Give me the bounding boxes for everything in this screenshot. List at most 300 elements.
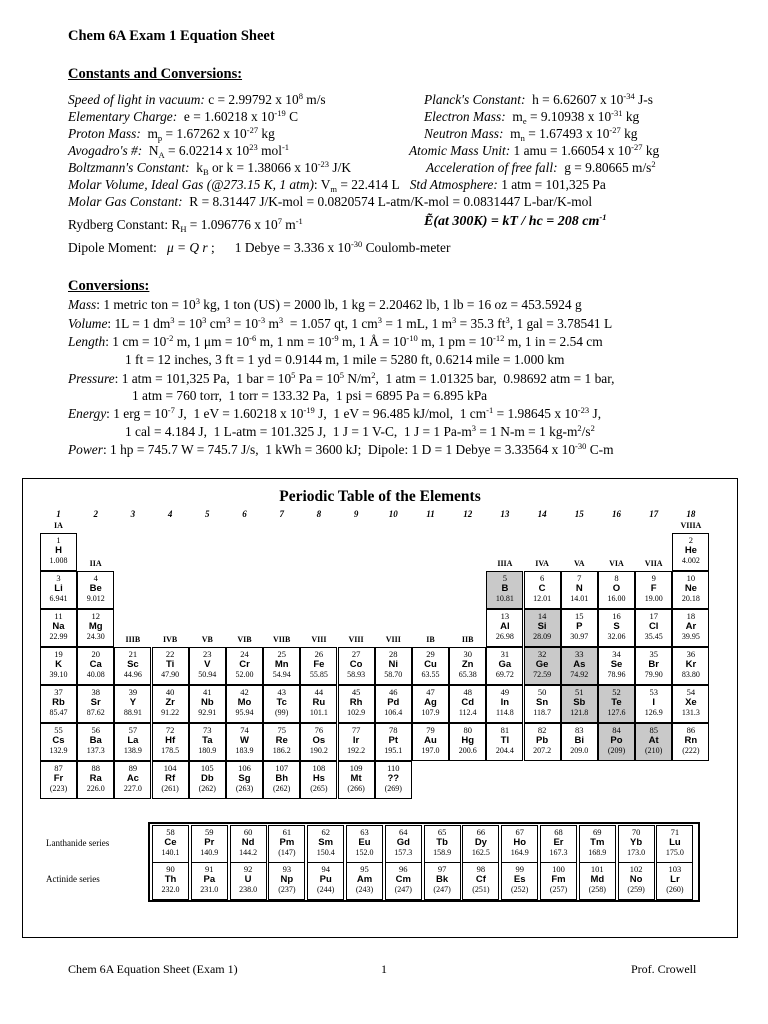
element-cell	[114, 723, 151, 761]
pressure-conversion: Pressure: 1 atm = 101,325 Pa, 1 bar = $10^5$ $Pa = 10^5$ $N/m^2$, 1 atm = 1.01325 bar, 0.98692 atm = 1 bar,	[68, 370, 615, 386]
element-cell	[561, 571, 598, 609]
atomic-number: 32	[537, 649, 547, 659]
atomic-mass: 162.5	[471, 848, 490, 857]
element-cell	[338, 647, 375, 685]
atomic-mass: 58.70	[384, 670, 403, 679]
atomic-number: 85	[649, 725, 658, 735]
atomic-mass: (259)	[627, 885, 645, 894]
element-symbol: Cd	[461, 697, 475, 708]
atomic-number: 41	[203, 687, 212, 697]
atomic-mass: 83.80	[681, 670, 700, 679]
atomic-number: 110	[387, 763, 400, 773]
element-cell	[191, 825, 228, 863]
element-symbol: Re	[275, 735, 288, 746]
atomic-mass: 88.91	[123, 708, 142, 717]
atomic-mass: 44.96	[123, 670, 142, 679]
element-cell	[561, 685, 598, 723]
atomic-number: 39	[128, 687, 138, 697]
element-cell	[40, 761, 77, 799]
atomic-mass: 226.0	[86, 784, 105, 793]
atomic-number: 70	[631, 827, 641, 837]
atomic-mass: 65.38	[458, 670, 477, 679]
element-symbol: Tl	[500, 735, 510, 746]
element-symbol: Cl	[648, 621, 659, 632]
group-number: 16	[612, 509, 621, 519]
element-cell	[672, 685, 709, 723]
element-symbol: Cu	[424, 659, 437, 670]
atomic-mass: (251)	[472, 885, 490, 894]
atomic-number: 11	[54, 611, 63, 621]
element-cell	[263, 647, 300, 685]
atomic-mass: 91.22	[161, 708, 180, 717]
atomic-number: 102	[629, 864, 643, 874]
element-symbol: Mo	[237, 697, 252, 708]
element-cell	[191, 862, 228, 900]
atomic-number: 20	[91, 649, 100, 659]
element-symbol: Pr	[204, 837, 215, 848]
length-conversion: Length: 1 cm = $10^{-2}$ m, 1 $\mu m = 10^{-6}$ m, 1 nm = $10^{-9}$ m, 1 Å = $10^{-10}$ m, 1 pm = $10^{-12}$ m, 1 in = 2.54 cm	[68, 333, 603, 349]
atomic-number: 87	[54, 763, 63, 773]
atomic-mass: (258)	[588, 885, 606, 894]
element-cell	[114, 685, 151, 723]
atomic-number: 35	[649, 649, 658, 659]
element-symbol: Rb	[52, 697, 65, 708]
element-symbol: Pb	[536, 735, 549, 746]
atomic-mass: 190.2	[309, 746, 328, 755]
atomic-mass: 12.01	[533, 594, 552, 603]
element-symbol: U	[244, 874, 252, 885]
element-cell	[672, 609, 709, 647]
element-symbol: Fm	[551, 874, 566, 885]
atomic-number: 101	[590, 864, 604, 874]
atomic-number: 92	[243, 864, 253, 874]
element-cell	[486, 571, 523, 609]
group-number: 1	[56, 509, 61, 519]
group-number: 5	[205, 509, 210, 519]
atomic-number: 96	[399, 864, 408, 874]
atomic-number: 76	[314, 725, 324, 735]
element-cell	[524, 571, 561, 609]
atomic-mass: 58.93	[347, 670, 366, 679]
atomic-number: 84	[612, 725, 621, 735]
element-symbol: Md	[590, 874, 605, 885]
element-cell	[540, 825, 577, 863]
element-symbol: Ar	[685, 621, 697, 632]
element-cell	[412, 723, 449, 761]
atomic-mass: 35.45	[644, 632, 663, 641]
group-number: 7	[279, 509, 284, 519]
atomic-mass: 24.30	[86, 632, 105, 641]
atomic-mass: 131.3	[681, 708, 700, 717]
element-cell	[579, 825, 616, 863]
group-number: 17	[649, 509, 659, 519]
atomic-number: 30	[463, 649, 472, 659]
atomic-mass: 164.9	[510, 848, 529, 857]
atomic-mass: 55.85	[309, 670, 328, 679]
element-symbol: W	[240, 735, 249, 746]
element-cell	[656, 825, 693, 863]
atomic-mass: 1.008	[49, 556, 68, 565]
atomic-mass: 178.5	[161, 746, 180, 755]
element-cell	[189, 685, 226, 723]
element-cell	[40, 685, 77, 723]
atomic-mass: 107.9	[421, 708, 440, 717]
atomic-number: 8	[614, 573, 619, 583]
element-cell	[524, 685, 561, 723]
element-cell	[77, 685, 114, 723]
element-cell	[635, 571, 672, 609]
energy-conversion-2: 1 cal = 4.184 J, 1 L-atm = 101.325 J, 1 J = 1 V-C, 1 J = 1 $Pa-m^3 = 1$ N-m = 1 $kg-m^2/s^2$	[125, 423, 595, 439]
element-cell	[338, 723, 375, 761]
atomic-number: 79	[426, 725, 435, 735]
neutron-mass-line: Neutron Mass: $m_n = 1.67493$ x $10^{-27}$ kg	[424, 125, 638, 143]
atomic-mass: 126.9	[644, 708, 663, 717]
element-symbol: Po	[610, 735, 623, 746]
element-symbol: Al	[500, 621, 510, 632]
element-cell	[40, 533, 77, 571]
element-symbol: Ra	[89, 773, 102, 784]
atomic-number: 105	[200, 763, 214, 773]
element-symbol: Db	[200, 773, 214, 784]
element-symbol: K	[55, 659, 62, 670]
atomic-number: 99	[515, 864, 524, 874]
atomic-number: 109	[349, 763, 363, 773]
atomic-number: 49	[500, 687, 510, 697]
atomic-number: 34	[612, 649, 621, 659]
element-symbol: Ir	[352, 735, 360, 746]
atomic-mass: 197.0	[421, 746, 440, 755]
atomic-number: 67	[515, 827, 524, 837]
atomic-mass: (223)	[49, 784, 68, 793]
atomic-mass: (147)	[278, 848, 296, 857]
atomic-number: 14	[537, 611, 547, 621]
atomic-number: 97	[437, 864, 447, 874]
pressure-conversion-2: 1 atm = 760 torr, 1 torr = 133.32 Pa, 1 psi = 6895 Pa = 6.895 kPa	[132, 388, 488, 403]
electron-mass-line: Electron Mass: $m_e = 9.10938$ x $10^{-31}$ kg	[424, 108, 640, 126]
atomic-mass: 140.1	[161, 848, 180, 857]
group-roman-label: VIIB	[273, 635, 291, 644]
element-cell	[618, 862, 655, 900]
atomic-mass: (243)	[355, 885, 374, 894]
atomic-mass: 158.9	[433, 848, 452, 857]
element-symbol: Sg	[238, 773, 251, 784]
group-roman-label: IVA	[535, 559, 549, 568]
atomic-mass: 140.9	[200, 848, 219, 857]
atomic-number: 36	[686, 649, 696, 659]
element-symbol: At	[648, 735, 659, 746]
atomic-mass: 39.95	[681, 632, 700, 641]
element-symbol: B	[501, 583, 509, 594]
element-symbol: Zr	[165, 697, 175, 708]
element-cell	[672, 647, 709, 685]
element-symbol: Sn	[536, 697, 549, 708]
element-symbol: Dy	[474, 837, 487, 848]
element-symbol: Mt	[350, 773, 362, 784]
actinide-label: Actinide series	[46, 874, 100, 884]
element-symbol: Pm	[279, 837, 295, 848]
atomic-mass: 39.10	[49, 670, 68, 679]
element-cell	[268, 825, 305, 863]
element-symbol: No	[629, 874, 643, 885]
atomic-mass: 47.90	[161, 670, 180, 679]
element-cell	[152, 825, 189, 863]
atomic-number: 38	[91, 687, 100, 697]
element-cell	[338, 761, 375, 799]
element-cell	[486, 685, 523, 723]
group-number: 11	[426, 509, 435, 519]
atomic-number: 98	[476, 864, 486, 874]
atomic-number: 46	[389, 687, 398, 697]
element-symbol: Am	[356, 874, 373, 885]
atomic-mass: (247)	[433, 885, 451, 894]
atomic-number: 57	[128, 725, 138, 735]
element-symbol: Kr	[685, 659, 697, 670]
atomic-mass: 168.9	[588, 848, 607, 857]
element-cell	[300, 723, 337, 761]
element-cell	[263, 685, 300, 723]
element-symbol: Si	[537, 621, 547, 632]
atomic-mass: 52.00	[235, 670, 254, 679]
element-cell	[307, 862, 344, 900]
proton-mass-line: Proton Mass: $m_p = 1.67262$ x $10^{-27}$ kg	[68, 125, 275, 143]
element-symbol: Nd	[241, 837, 255, 848]
element-cell	[300, 761, 337, 799]
element-cell	[152, 723, 189, 761]
molar-gas-constant-line: Molar Gas Constant: R = 8.31447 J/K-mol = 0.0820574 L-atm/K-mol = 0.0831447 L-bar/K-mol	[68, 194, 593, 209]
atomic-number: 7	[577, 573, 582, 583]
element-symbol: Sr	[90, 697, 101, 708]
atomic-mass: (237)	[278, 885, 296, 894]
page-title: Chem 6A Exam 1 Equation Sheet	[68, 28, 275, 44]
atomic-number: 43	[277, 687, 286, 697]
element-symbol: Hs	[312, 773, 325, 784]
atomic-mass: 186.2	[272, 746, 291, 755]
element-cell	[77, 723, 114, 761]
element-symbol: Ti	[165, 659, 175, 670]
element-symbol: Pa	[203, 874, 216, 885]
thermal-energy-line: Ẽ(at 300K) = kT / hc = 208 $cm^{-1}$	[424, 212, 607, 229]
atomic-mass: 4.002	[681, 556, 700, 565]
free-fall-line: Acceleration of free fall: g = 9.80665 $m/s^2$	[426, 159, 656, 175]
element-symbol: Hg	[461, 735, 475, 746]
atomic-mass: 14.01	[570, 594, 589, 603]
element-cell	[263, 723, 300, 761]
element-symbol: S	[613, 621, 620, 632]
element-cell	[672, 723, 709, 761]
element-cell	[114, 647, 151, 685]
element-cell	[346, 862, 383, 900]
atomic-mass: 74.92	[570, 670, 589, 679]
element-cell	[635, 647, 672, 685]
element-symbol: Y	[129, 697, 137, 708]
element-symbol: Cf	[475, 874, 486, 885]
atomic-mass: (261)	[161, 784, 179, 793]
element-symbol: Ne	[684, 583, 697, 594]
element-cell	[230, 862, 267, 900]
element-symbol: Ca	[89, 659, 102, 670]
atomic-mass: (247)	[394, 885, 412, 894]
atomic-number: 47	[426, 687, 435, 697]
element-symbol: He	[684, 545, 697, 556]
atomic-mass: 19.00	[644, 594, 663, 603]
element-symbol: Ag	[424, 697, 437, 708]
group-roman-label: VA	[574, 559, 585, 568]
element-cell	[486, 647, 523, 685]
group-number: 10	[388, 509, 398, 519]
atomic-number: 27	[351, 649, 361, 659]
element-symbol: N	[575, 583, 583, 594]
atomic-mass: 10.81	[495, 594, 514, 603]
element-cell	[449, 685, 486, 723]
element-symbol: Se	[610, 659, 623, 670]
atomic-mass: 101.1	[309, 708, 328, 717]
element-cell	[598, 571, 635, 609]
element-cell	[226, 723, 263, 761]
atomic-mass: 227.0	[123, 784, 142, 793]
atomic-number: 10	[686, 573, 696, 583]
group-number: 3	[130, 509, 136, 519]
group-number: 6	[242, 509, 247, 519]
element-symbol: Cr	[239, 659, 250, 670]
element-cell	[449, 723, 486, 761]
element-cell	[300, 647, 337, 685]
atomic-number: 23	[203, 649, 212, 659]
element-cell	[152, 761, 189, 799]
atomic-number: 17	[649, 611, 658, 621]
element-symbol: Ta	[202, 735, 213, 746]
atomic-number: 4	[93, 573, 98, 583]
atomic-number: 83	[575, 725, 584, 735]
element-cell	[375, 685, 412, 723]
atomic-mass: 102.9	[347, 708, 366, 717]
element-symbol: ??	[387, 773, 400, 784]
energy-conversion: Energy: 1 erg = $10^{-7}$ J, 1 eV = 1.60218 x $10^{-19}$ J, 1 eV = 96.485 kJ/mol, 1 $cm^{-1} = 1.98645$ x $10^{-23}$ J,	[68, 405, 602, 421]
element-cell	[263, 761, 300, 799]
element-symbol: Bi	[574, 735, 585, 746]
atomic-number: 48	[463, 687, 472, 697]
atomic-number: 37	[54, 687, 63, 697]
atomic-number: 31	[500, 649, 510, 659]
atomic-number: 61	[282, 827, 292, 837]
atomic-number: 1	[56, 535, 61, 545]
element-symbol: Ge	[535, 659, 549, 670]
atomic-mass: 40.08	[86, 670, 105, 679]
atomic-number: 3	[56, 573, 61, 583]
element-cell	[230, 825, 267, 863]
group-roman-label: IA	[54, 521, 63, 530]
atomic-mass: 180.9	[198, 746, 217, 755]
element-symbol: Te	[611, 697, 622, 708]
element-symbol: Pt	[388, 735, 399, 746]
element-cell	[561, 723, 598, 761]
element-cell	[338, 685, 375, 723]
atomic-number: 106	[238, 763, 251, 773]
atomic-mass: 204.4	[495, 746, 514, 755]
atomic-number: 72	[165, 725, 175, 735]
atomic-number: 12	[91, 611, 100, 621]
element-cell	[375, 761, 412, 799]
element-cell	[486, 723, 523, 761]
rydberg-line: Rydberg Constant: $R_H = 1.096776$ x $10^7$ $m^{-1}$	[68, 216, 303, 234]
element-symbol: Fe	[313, 659, 325, 670]
atomic-number: 9	[651, 573, 656, 583]
element-symbol: Ce	[164, 837, 177, 848]
atomic-number: 19	[54, 649, 63, 659]
element-symbol: Sc	[127, 659, 139, 670]
conversions-heading: Conversions:	[68, 278, 150, 294]
element-cell	[189, 761, 226, 799]
element-symbol: Lu	[669, 837, 681, 848]
atomic-number: 15	[575, 611, 584, 621]
molar-volume-line: Molar Volume, Ideal Gas (@273.15 K, 1 atm): $V_m = 22.414$ L Std Atmosphere: 1 atm = 101,325 Pa	[68, 177, 606, 194]
atomic-mass: 192.2	[347, 746, 366, 755]
atomic-number: 93	[282, 864, 292, 874]
atomic-mass: 16.00	[607, 594, 626, 603]
element-cell	[524, 647, 561, 685]
group-roman-label: IIA	[89, 559, 102, 568]
plancks-constant-line: Planck's Constant: h = 6.62607 x $10^{-34}$ J-s	[424, 91, 653, 107]
group-roman-label: IIIA	[497, 559, 513, 568]
footer-instructor: Prof. Crowell	[631, 962, 697, 976]
atomic-mass: 69.72	[495, 670, 514, 679]
element-cell	[672, 533, 709, 571]
atomic-number: 52	[612, 687, 621, 697]
group-roman-label: VIA	[609, 559, 624, 568]
group-number: 18	[686, 509, 696, 519]
atomic-number: 16	[612, 611, 621, 621]
atomic-mass: 209.0	[570, 746, 589, 755]
atomic-mass: 138.9	[123, 746, 142, 755]
element-symbol: Pd	[387, 697, 400, 708]
element-symbol: H	[55, 545, 62, 556]
atomic-number: 82	[537, 725, 547, 735]
element-cell	[672, 571, 709, 609]
element-cell	[152, 685, 189, 723]
element-symbol: Hf	[165, 735, 176, 746]
atomic-mass: 167.3	[549, 848, 568, 857]
element-cell	[424, 825, 461, 863]
atomic-mass: (269)	[384, 784, 402, 793]
atomic-mass: 173.0	[627, 848, 646, 857]
group-roman-label: IVB	[162, 635, 178, 644]
atomic-mass: 118.7	[533, 708, 551, 717]
group-roman-label: VIII	[348, 635, 364, 644]
atomic-mass: 92.91	[198, 708, 217, 717]
element-symbol: O	[612, 583, 621, 594]
atomic-number: 65	[437, 827, 447, 837]
element-symbol: Zn	[461, 659, 474, 670]
atomic-mass: (266)	[347, 784, 365, 793]
element-symbol: Ga	[498, 659, 512, 670]
group-roman-label: VIB	[237, 635, 252, 644]
group-number: 13	[500, 509, 510, 519]
element-symbol: Sm	[318, 837, 334, 848]
atomic-mass: 152.0	[355, 848, 374, 857]
atomic-mass: 132.9	[49, 746, 68, 755]
element-symbol: Xe	[685, 697, 697, 708]
atomic-mass: 87.62	[86, 708, 105, 717]
atomic-number: 40	[165, 687, 175, 697]
element-cell	[40, 647, 77, 685]
element-cell	[424, 862, 461, 900]
atomic-mass: 112.4	[458, 708, 477, 717]
atomic-number: 24	[240, 649, 249, 659]
element-symbol: P	[576, 621, 583, 632]
atomic-mass: 175.0	[665, 848, 684, 857]
atomic-mass: 207.2	[533, 746, 552, 755]
group-roman-label: VIII	[311, 635, 327, 644]
element-cell	[618, 825, 655, 863]
